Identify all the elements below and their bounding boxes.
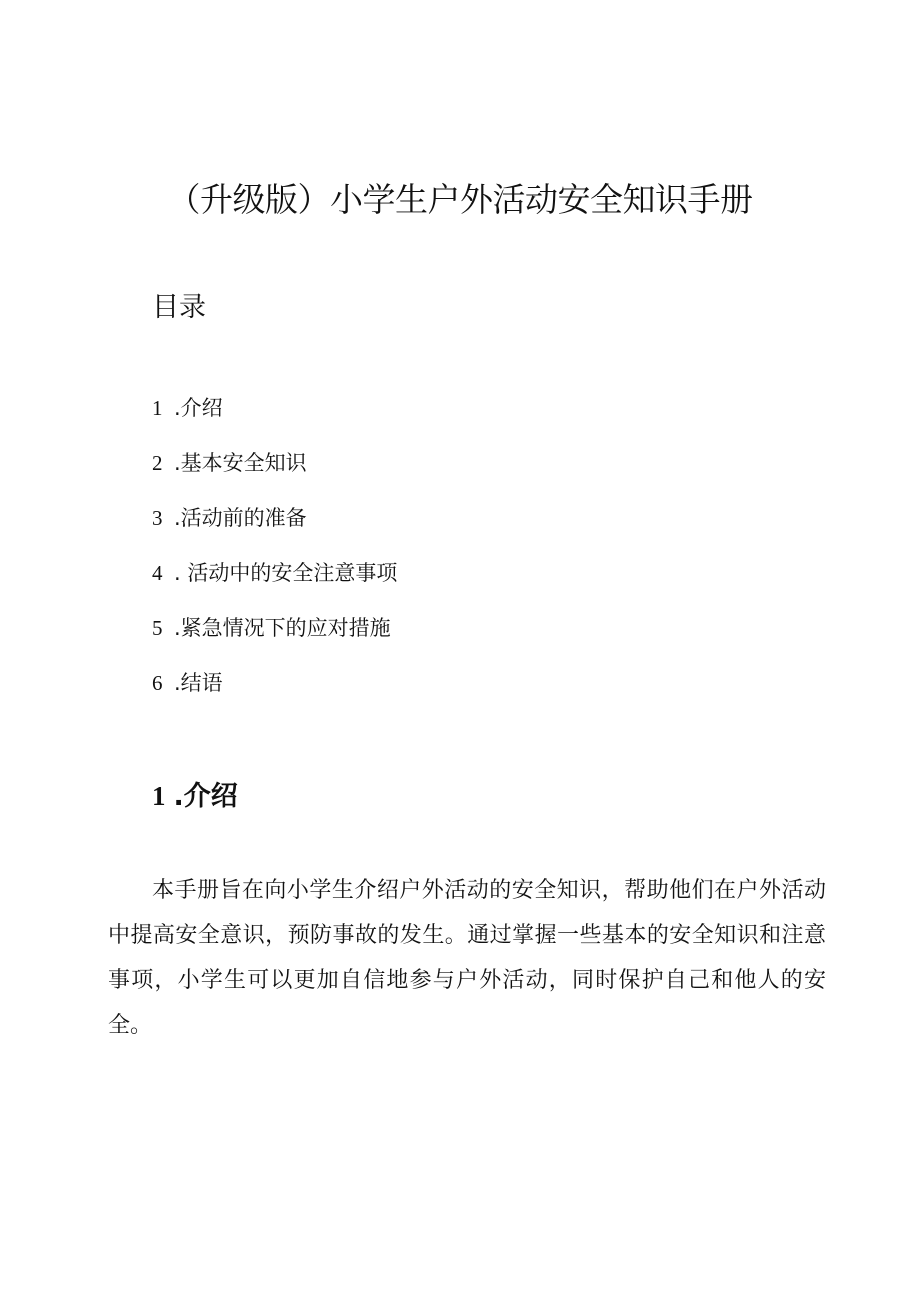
section-title: .介绍: [173, 781, 238, 812]
toc-item-intro: [152, 392, 397, 447]
toc-item-number: 3: [152, 506, 163, 530]
toc-item-label: .结语: [174, 671, 223, 695]
section-heading-intro: [152, 777, 238, 816]
document-title: （升级版）小学生户外活动安全知识手册: [167, 180, 753, 219]
toc-item-number: 6: [152, 671, 163, 695]
toc-item-number: 1: [152, 396, 163, 420]
toc-item-preparation: [152, 502, 397, 557]
table-of-contents: [152, 392, 397, 722]
toc-item-label: .基本安全知识: [174, 451, 307, 475]
toc-item-number: 2: [152, 451, 163, 475]
toc-item-basic-safety: [152, 447, 397, 502]
intro-paragraph: 本手册旨在向小学生介绍户外活动的安全知识，帮助他们在户外活动中提高安全意识，预防事故的发生。通过掌握一些基本的安全知识和注意事项，小学生可以更加自信地参与户外活动，同时保护自己和他人的安全。: [108, 878, 826, 1038]
toc-item-emergency: [152, 612, 397, 667]
toc-item-during-activity: [152, 557, 397, 612]
toc-heading: 目录: [152, 292, 206, 323]
section-number: 1: [152, 781, 166, 811]
toc-item-label: .介绍: [174, 396, 223, 420]
toc-item-label: . 活动中的安全注意事项: [174, 561, 398, 585]
toc-item-label: .活动前的准备: [174, 506, 307, 530]
toc-item-number: 5: [152, 616, 163, 640]
toc-item-label: .紧急情况下的应对措施: [174, 616, 391, 640]
toc-item-number: 4: [152, 561, 163, 585]
toc-item-conclusion: [152, 667, 397, 722]
